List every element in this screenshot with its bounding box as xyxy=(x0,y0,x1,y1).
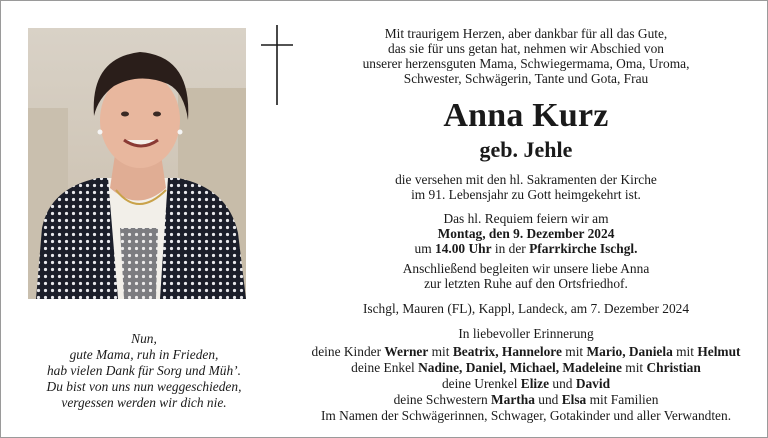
deceased-name: Anna Kurz xyxy=(443,97,609,134)
sacraments-line: die versehen mit den hl. Sakramenten der Kirche xyxy=(395,172,657,187)
requiem-date-text: Montag, den 9. Dezember 2024 xyxy=(437,226,615,241)
sister-name: Elsa xyxy=(561,392,587,407)
child-name: Helmut xyxy=(697,344,741,359)
memorial-poem xyxy=(15,331,273,411)
connector: und xyxy=(549,376,576,391)
burial-line: zur letzten Ruhe auf den Ortsfriedhof. xyxy=(424,276,628,291)
grandchildren-prefix: deine Enkel xyxy=(351,360,419,375)
sacraments-line: im 91. Lebensjahr zu Gott heimgekehrt ist. xyxy=(411,187,641,202)
child-name: Mario, Daniela xyxy=(586,344,673,359)
requiem-place-prefix: in der xyxy=(491,241,530,256)
connector: und xyxy=(534,392,562,407)
intro-line: Schwester, Schwägerin, Tante und Gota, Frau xyxy=(403,71,649,86)
grandchild-names: Nadine, Daniel, Michael, Madeleine xyxy=(418,360,622,375)
requiem-place: Pfarrkirche Ischgl. xyxy=(529,241,638,256)
connector: mit xyxy=(428,344,453,359)
great-grandchildren-prefix: deine Urenkel xyxy=(441,376,521,391)
intro-line: das sie für uns getan hat, nehmen wir Abschied von xyxy=(388,41,664,56)
requiem-time-place xyxy=(291,241,761,257)
connector: mit xyxy=(561,344,587,359)
requiem-line: Das hl. Requiem feiern wir am xyxy=(443,211,609,226)
maiden-name: geb. Jehle xyxy=(479,137,573,162)
requiem-time-prefix: um xyxy=(414,241,435,256)
burial-line: Anschließend begleiten wir unsere liebe Anna xyxy=(402,261,650,276)
memory-line: In liebevoller Erinnerung xyxy=(458,326,594,341)
poem-line: hab vielen Dank für Sorg und Müh’. xyxy=(46,363,241,378)
great-grandchild-name: Elize xyxy=(520,376,550,391)
intro-line: Mit traurigem Herzen, aber dankbar für all das Gute, xyxy=(384,26,668,41)
family-children xyxy=(291,344,761,360)
children-prefix: deine Kinder xyxy=(311,344,385,359)
requiem-date xyxy=(291,226,761,242)
poem-line: Du bist von uns nun weggeschieden, xyxy=(46,379,242,394)
family-others: Im Namen der Schwägerinnen, Schwager, Gotakinder und aller Verwandten. xyxy=(320,408,732,423)
connector: mit xyxy=(672,344,698,359)
poem-line: Nun, xyxy=(131,331,157,346)
cross-icon xyxy=(260,25,294,105)
intro-line: unserer herzensguten Mama, Schwiegermama, Oma, Uroma, xyxy=(362,56,690,71)
family-great-grandchildren xyxy=(291,376,761,392)
sisters-suffix: mit Familien xyxy=(586,392,659,407)
great-grandchild-name: David xyxy=(575,376,611,391)
poem-line: gute Mama, ruh in Frieden, xyxy=(69,347,219,362)
poem-line: vergessen werden wir dich nie. xyxy=(61,395,227,410)
sisters-prefix: deine Schwestern xyxy=(393,392,492,407)
family-sisters xyxy=(291,392,761,408)
sister-name: Martha xyxy=(491,392,535,407)
place-date: Ischgl, Mauren (FL), Kappl, Landeck, am 7. Dezember 2024 xyxy=(362,301,690,316)
portrait-photo xyxy=(28,28,246,299)
requiem-time: 14.00 Uhr xyxy=(435,241,492,256)
connector: mit xyxy=(621,360,647,375)
child-name: Werner xyxy=(384,344,429,359)
portrait-illustration xyxy=(28,28,246,299)
family-grandchildren xyxy=(291,360,761,376)
child-name: Beatrix, Hannelore xyxy=(452,344,562,359)
grandchild-name: Christian xyxy=(646,360,701,375)
